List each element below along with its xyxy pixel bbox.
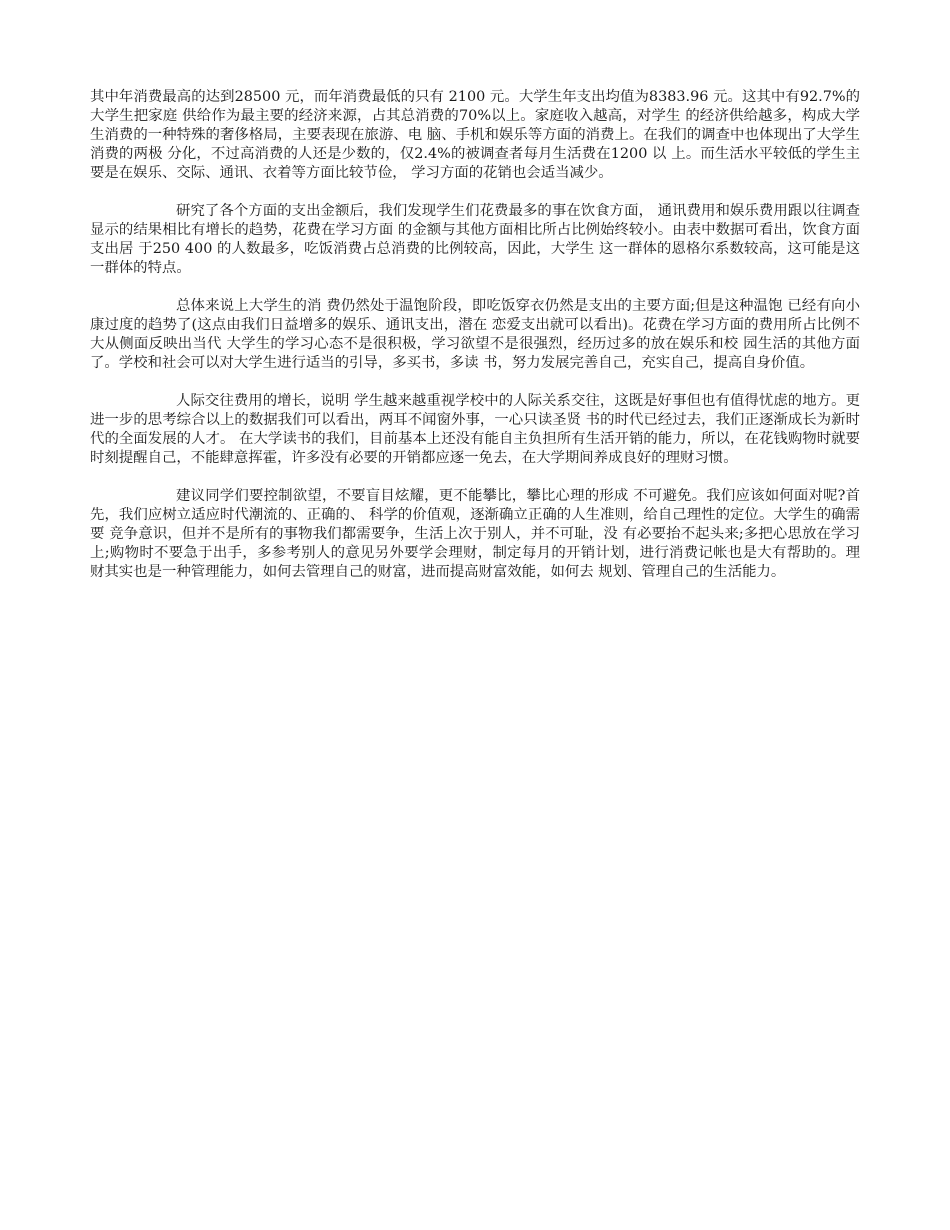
paragraph-overall-stage: 总体来说上大学生的消 费仍然处于温饱阶段，即吃饭穿衣仍然是支出的主要方面;但是这种温饱 已经有向小康过度的趋势了(这点由我们日益增多的娱乐、通讯支出，潜在 恋爱支出就可以看出)。花费在学习方面的费用所占比例不大从侧面反映出当代 大学生的学习心态不是很积极，学习欲望不是很强烈，经历过多的放在娱乐和校 园生活的其他方面了。学校和社会可以对大学生进行适当的引导，多买书，多读 书，努力发展完善自己，充实自己，提高自身价值。: [90, 298, 860, 371]
paragraph-suggestions: 建议同学们要控制欲望，不要盲目炫耀，更不能攀比，攀比心理的形成 不可避免。我们应该如何面对呢?首先，我们应树立适应时代潮流的、正确的、 科学的价值观，逐渐确立正确的人生准则，给自己理性的定位。大学生的确需要 竞争意识，但并不是所有的事物我们都需要争，生活上次于别人，并不可耻，没 有必要抬不起头来;多把心思放在学习上;购物时不要急于出手，多参考别人的意见另外要学会理财，制定每月的开销计划，进行消费记帐也是大有帮助的。理 财其实也是一种管理能力，如何去管理自己的财富，进而提高财富效能，如何去 规划、管理自己的生活能力。: [90, 488, 860, 580]
paragraph-consumption-range: 其中年消费最高的达到28500 元，而年消费最低的只有 2100 元。大学生年支出均值为8383.96 元。这其中有92.7%的大学生把家庭 供给作为最主要的经济来源，占其总消费的70%以上。家庭收入越高，对学生 的经济供给越多，构成大学生消费的一种特殊的奢侈格局，主要表现在旅游、电 脑、手机和娱乐等方面的消费上。在我们的调查中也体现出了大学生消费的两极 分化，不过高消费的人还是少数的，仅2.4%的被调查者每月生活费在1200 以 上。而生活水平较低的学生主要是在娱乐、交际、通讯、衣着等方面比较节俭， 学习方面的花销也会适当减少。: [90, 89, 860, 181]
paragraph-social-expenses: 人际交往费用的增长，说明 学生越来越重视学校中的人际关系交往，这既是好事但也有值得忧虑的地方。更 进一步的思考综合以上的数据我们可以看出，两耳不闻窗外事，一心只读圣贤 书的时代已经过去，我们正逐渐成长为新时代的全面发展的人才。 在大学读书的我们，目前基本上还没有能自主负担所有生活开销的能力，所以，在花钱购物时就要时刻提醒自己，不能肆意挥霍，许多没有必要的开销都应逐一免去，在大学期间养成良好的理财习惯。: [90, 393, 860, 466]
paragraph-spending-categories: 研究了各个方面的支出金额后，我们发现学生们花费最多的事在饮食方面， 通讯费用和娱乐费用跟以往调查显示的结果相比有增长的趋势，花费在学习方面 的金额与其他方面相比所占比例始终较小。由表中数据可看出，饮食方面支出居 于250 400 的人数最多，吃饭消费占总消费的比例较高，因此，大学生 这一群体的恩格尔系数较高，这可能是这一群体的特点。: [90, 203, 860, 276]
document-page: [90, 88, 860, 601]
